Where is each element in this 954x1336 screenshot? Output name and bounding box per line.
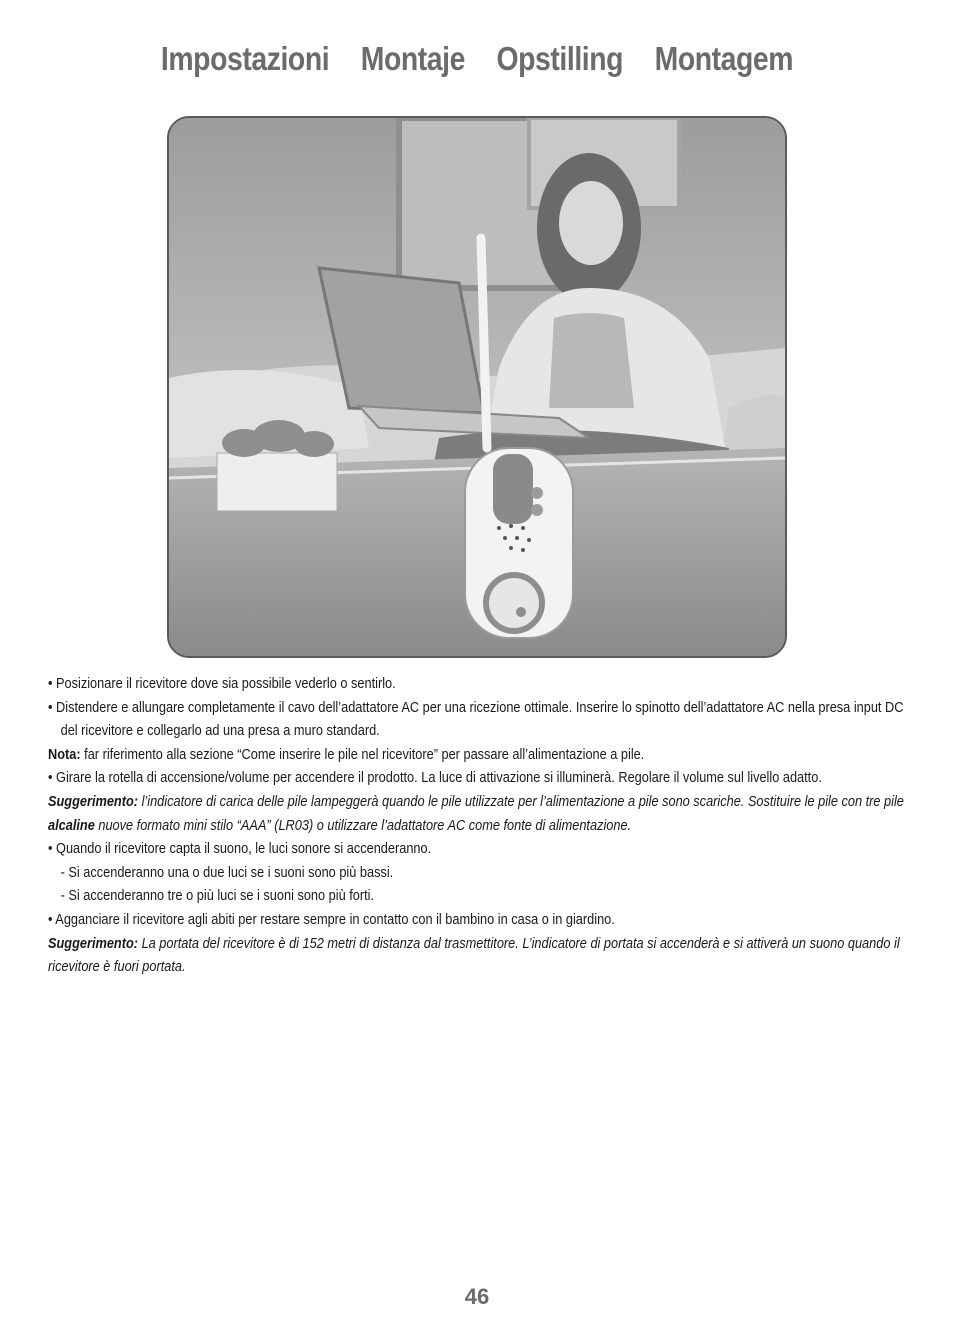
plant-box [217, 453, 337, 511]
tip-label: Suggerimento: [48, 934, 139, 952]
title-es: Montaje [360, 40, 465, 77]
page-number: 46 [464, 1284, 490, 1309]
woman-top [549, 313, 634, 408]
bullet-item: • Quando il ricevitore capta il suono, le luci sonore si accenderanno. [48, 840, 432, 858]
bullet-item: • Girare la rotella di accensione/volume per accendere il prodotto. La luce di attivazione si illuminerà. Regolare il volume sul livello adatto. [48, 769, 822, 787]
instructions [48, 672, 908, 979]
title-it: Impostazioni [160, 40, 330, 77]
page-header [67, 40, 887, 78]
tip-label: Suggerimento: [48, 792, 139, 810]
sub-item: - Si accenderanno tre o più luci se i suoni sono più forti. [60, 887, 375, 905]
bullet-item: • Posizionare il ricevitore dove sia possibile vederlo o sentirlo. [48, 675, 396, 692]
receiver-display [493, 454, 533, 524]
tip: Suggerimento: La portata del ricevitore è di 152 metri di distanza dal trasmettitore. L’indicatore di portata si accenderà e si attiverà un suono quando il ricevitore è fuori portata. [48, 934, 900, 976]
antenna [481, 238, 487, 448]
volume-dial [486, 575, 542, 631]
bullet-item: • Agganciare il ricevitore agli abiti per restare sempre in contatto con il bambino in casa o in giardino. [48, 910, 615, 928]
product-photo [167, 116, 787, 658]
woman-face [559, 181, 623, 265]
bullet-item: • Distendere e allungare completamente il cavo dell’adattatore AC per una ricezione ottimale. Inserire lo spinotto dell’adattatore AC nella presa input DC del ricevitore e collegarlo ad una presa a muro standard. [48, 698, 904, 740]
photo-illustration [169, 118, 785, 656]
tip: Suggerimento: l’indicatore di carica delle pile lampeggerà quando le pile utilizzate per l’alimentazione a pile sono scariche. Sostituire le pile con tre pile alcaline nuove formato mini stilo “AAA” (LR03) o utilizzare l’adattatore AC come fonte di alimentazione. [48, 792, 904, 834]
title-pt: Montagem [654, 40, 794, 77]
title-da: Opstilling [496, 40, 624, 77]
note-label: Nota: [48, 745, 81, 763]
note: Nota: far riferimento alla sezione “Come inserire le pile nel ricevitore” per passare all’alimentazione a pile. [48, 745, 645, 763]
sub-item: - Si accenderanno una o due luci se i suoni sono più bassi. [60, 863, 394, 881]
receiver-button [531, 487, 543, 499]
